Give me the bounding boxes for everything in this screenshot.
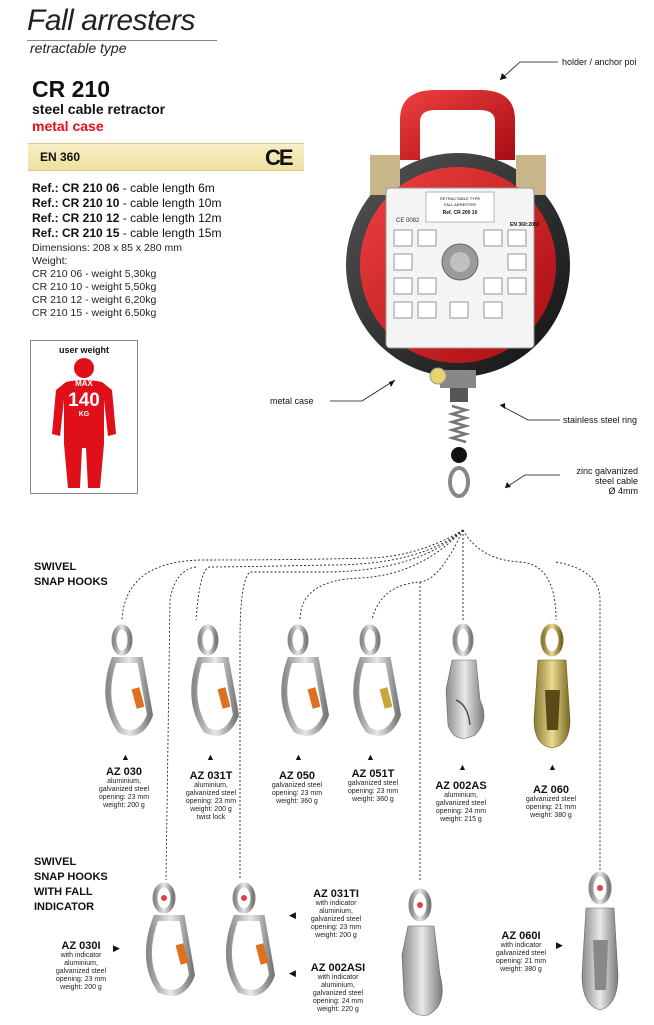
max-weight-unit: KG	[78, 411, 90, 418]
hook-spec: galvanized steel	[55, 968, 107, 975]
max-text: MAX	[75, 379, 93, 388]
hook-spec: opening: 23 mm	[271, 790, 323, 797]
hook-spec: opening: 24 mm	[435, 808, 487, 815]
hook-spec: weight: 380 g	[530, 812, 572, 819]
hook-spec: galvanized steel	[525, 796, 577, 803]
hook-az030i-image	[149, 885, 192, 993]
ref-code: CR 210 15	[62, 226, 120, 240]
hook-spec: galvanized steel	[271, 782, 323, 789]
hook-spec: weight: 220 g	[317, 1006, 359, 1013]
pointer-triangle-icon: ▲	[294, 752, 303, 762]
hook-spec: galvanized steel	[310, 916, 362, 923]
hook-spec: aluminium,	[444, 792, 478, 799]
callout-cable-line: zinc galvanized	[576, 466, 638, 476]
hook-name: AZ 050	[278, 770, 316, 782]
pointer-triangle-icon: ▲	[548, 762, 557, 772]
pointer-triangle-icon: ◀	[289, 910, 296, 920]
hook-spec: opening: 21 mm	[495, 958, 547, 965]
pointer-triangle-icon: ▲	[206, 752, 215, 762]
hook-az030-image	[108, 627, 150, 733]
weight-row: CR 210 12 - weight 6,20kg	[32, 294, 157, 306]
hook-spec: galvanized steel	[98, 786, 150, 793]
product-model: CR 210	[32, 76, 110, 102]
hook-spec: with indicator	[317, 974, 359, 981]
hook-spec: galvanized steel	[495, 950, 547, 957]
hook-az002as-image	[446, 626, 484, 738]
hook-caption-az050	[266, 770, 328, 806]
product-description: steel cable retractor	[32, 101, 166, 117]
hook-caption-az002as	[426, 780, 496, 824]
ce-mark: CE	[265, 145, 292, 170]
product-case: metal case	[32, 118, 104, 134]
dimensions: Dimensions: 208 x 85 x 280 mm	[32, 242, 182, 254]
hook-spec: weight: 360 g	[352, 796, 394, 803]
hook-spec: weight: 215 g	[440, 816, 482, 823]
hook-spec: galvanized steel	[312, 990, 364, 997]
ref-text: - cable length 12m	[122, 211, 222, 225]
hook-spec: aluminium,	[321, 982, 355, 989]
callout-metal-case: metal case	[270, 396, 314, 406]
hook-az060i-image	[582, 874, 618, 1010]
hook-name: AZ 030I	[61, 940, 101, 952]
catalog-title: Fall arresters	[27, 4, 196, 37]
hook-spec: weight: 360 g	[276, 798, 318, 805]
hook-az060-image	[534, 626, 570, 748]
hook-name: AZ 060I	[501, 930, 541, 942]
hook-spec: opening: 24 mm	[312, 998, 364, 1005]
device-label-line1: RETRACTABLE TYPE	[439, 196, 481, 201]
hook-name: AZ 031T	[189, 770, 233, 782]
hook-spec: weight: 200 g	[315, 932, 357, 939]
hook-name: AZ 031TI	[313, 888, 359, 900]
weight-row: CR 210 06 - weight 5,30kg	[32, 268, 157, 280]
section-line: SWIVEL	[34, 561, 77, 573]
hook-caption-az002asi	[300, 962, 376, 1014]
hook-spec: with indicator	[315, 900, 357, 907]
hook-spec: opening: 23 mm	[347, 788, 399, 795]
device-label-ref: Ref. CR 200 10	[442, 210, 478, 216]
user-weight-label: user weight	[58, 345, 109, 355]
hook-caption-az030i	[48, 940, 114, 992]
hook-caption-az030	[92, 766, 156, 810]
hook-name: AZ 051T	[351, 768, 395, 780]
hook-name: AZ 002ASI	[310, 962, 366, 974]
pointer-triangle-icon: ▲	[121, 752, 130, 762]
hook-name: AZ 060	[532, 784, 570, 796]
callout-steel-ring: stainless steel ring	[563, 415, 638, 425]
hook-spec: aluminium,	[64, 960, 98, 967]
hook-spec: weight: 380 g	[500, 966, 542, 973]
hook-spec: aluminium,	[319, 908, 353, 915]
hook-spec: aluminium,	[107, 778, 141, 785]
ref-text: - cable length 15m	[122, 226, 222, 240]
hook-az002asi-image	[402, 891, 442, 1015]
max-weight-value: 140	[68, 390, 100, 411]
section-line: SNAP HOOKS	[34, 871, 108, 883]
section-line: SWIVEL	[34, 856, 77, 868]
ref-prefix: Ref.:	[32, 181, 59, 195]
section-line: SNAP HOOKS	[34, 576, 108, 588]
hook-caption-az031ti	[300, 888, 372, 940]
hook-caption-az051t	[340, 768, 406, 804]
hook-az031ti-image	[229, 885, 272, 993]
hook-name: AZ 002AS	[435, 780, 487, 792]
hook-spec: aluminium,	[194, 782, 228, 789]
hook-spec: galvanized steel	[347, 780, 399, 787]
hook-caption-az060i	[488, 930, 554, 974]
hook-spec: with indicator	[60, 952, 102, 959]
hook-spec: twist lock	[196, 814, 226, 821]
ref-prefix: Ref.:	[32, 196, 59, 210]
pointer-triangle-icon: ▶	[556, 940, 563, 950]
hook-spec: opening: 21 mm	[525, 804, 577, 811]
callout-cable-line: steel cable	[594, 476, 638, 486]
ref-prefix: Ref.:	[32, 211, 59, 225]
hook-spec: galvanized steel	[185, 790, 237, 797]
hook-name: AZ 030	[105, 766, 143, 778]
hook-spec: opening: 23 mm	[98, 794, 150, 801]
ref-text: - cable length 6m	[122, 181, 215, 195]
pointer-triangle-icon: ▲	[366, 752, 375, 762]
hook-spec: opening: 23 mm	[55, 976, 107, 983]
callout-cable-line: Ø 4mm	[608, 486, 638, 496]
device-label-line2: FALL ARRESTER	[444, 202, 476, 207]
hook-az051t-image	[356, 627, 398, 733]
pointer-triangle-icon: ▶	[113, 943, 120, 953]
device-label-std: EN 360:2002	[510, 222, 540, 228]
hook-caption-az060	[518, 784, 584, 820]
device-label-ce: CE 0082	[396, 218, 420, 224]
hook-spec: weight: 200 g	[190, 806, 232, 813]
hook-spec: opening: 23 mm	[185, 798, 237, 805]
ref-text: - cable length 10m	[122, 196, 222, 210]
standard-label: EN 360	[40, 150, 81, 164]
catalog-subtitle: retractable type	[30, 40, 127, 56]
hook-spec: opening: 23 mm	[310, 924, 362, 931]
hook-spec: weight: 200 g	[103, 802, 145, 809]
callout-holder: holder / anchor poi	[562, 57, 637, 67]
pointer-triangle-icon: ▲	[458, 762, 467, 772]
ref-prefix: Ref.:	[32, 226, 59, 240]
hook-spec: with indicator	[500, 942, 542, 949]
weight-row: CR 210 15 - weight 6,50kg	[32, 307, 157, 319]
hook-az031t-image	[194, 627, 236, 733]
pointer-triangle-icon: ◀	[289, 968, 296, 978]
section-line: WITH FALL	[34, 886, 93, 898]
section-line: INDICATOR	[34, 901, 95, 913]
hook-spec: weight: 200 g	[60, 984, 102, 991]
weight-label: Weight:	[32, 255, 68, 267]
weight-row: CR 210 10 - weight 5,50kg	[32, 281, 157, 293]
hook-az050-image	[284, 627, 326, 733]
ref-code: CR 210 12	[62, 211, 120, 225]
ref-code: CR 210 10	[62, 196, 120, 210]
hook-spec: galvanized steel	[435, 800, 487, 807]
ref-code: CR 210 06	[62, 181, 120, 195]
hook-caption-az031t	[178, 770, 244, 822]
